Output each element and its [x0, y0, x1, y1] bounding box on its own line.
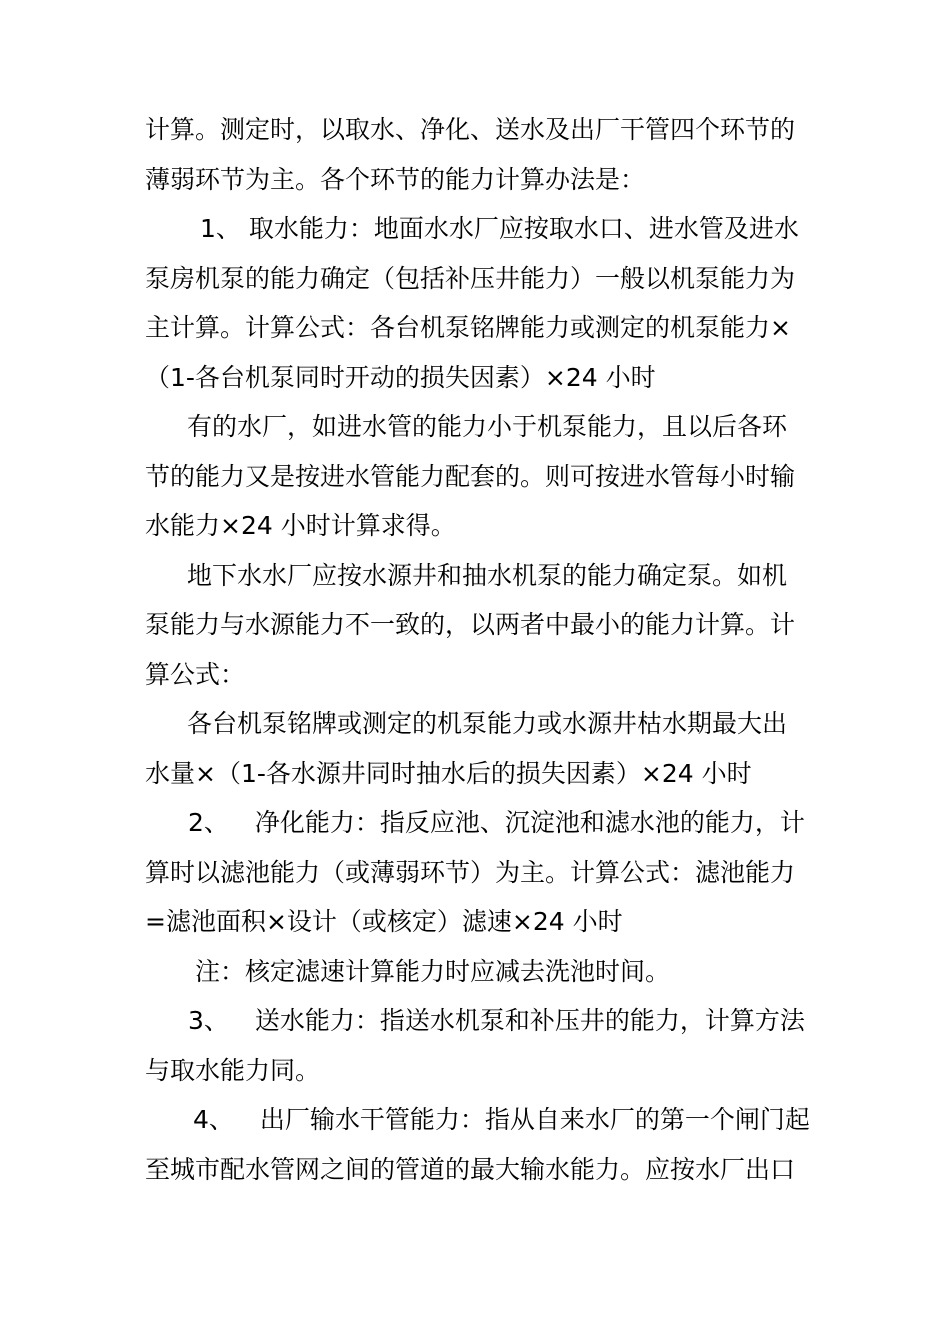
text-line: 算公式：	[145, 660, 246, 689]
text-line: 计算。测定时，以取水、净化、送水及出厂干管四个环节的	[145, 115, 796, 144]
text-line: 与取水能力同。	[145, 1056, 321, 1085]
formula-line: 各台机泵铭牌或测定的机泵能力或水源井枯水期最大出	[187, 709, 788, 738]
text-line: 节的能力又是按进水管能力配套的。则可按进水管每小时输	[145, 462, 796, 491]
text-line: 薄弱环节为主。各个环节的能力计算办法是：	[145, 165, 646, 194]
item-text: 净化能力：指反应池、沉淀池和滤水池的能力，计	[254, 808, 805, 837]
list-item-outlet-main-pipe	[193, 1103, 863, 1137]
text-line: 至城市配水管网之间的管道的最大输水能力。应按水厂出口	[145, 1155, 796, 1184]
text-line: 泵能力与水源能力不一致的，以两者中最小的能力计算。计	[145, 610, 796, 639]
item-number: 3、	[188, 1006, 229, 1035]
item-text: 送水能力：指送水机泵和补压井的能力，计算方法	[254, 1006, 805, 1035]
list-item-water-delivery	[188, 1004, 858, 1038]
text-line: 泵房机泵的能力确定（包括补压井能力）一般以机泵能力为	[145, 264, 796, 293]
formula-line: =滤池面积×设计（或核定）滤速×24 小时	[145, 907, 623, 936]
list-item-purification	[188, 806, 858, 840]
item-number: 4、	[193, 1105, 234, 1134]
list-item-water-intake: 1、 取水能力：地面水水厂应按取水口、进水管及进水	[200, 214, 799, 243]
text-line: 水能力×24 小时计算求得。	[145, 511, 456, 540]
formula-line: （1-各台机泵同时开动的损失因素）×24 小时	[145, 363, 656, 392]
paragraph-start: 有的水厂，如进水管的能力小于机泵能力，且以后各环	[187, 412, 788, 441]
text-line: 算时以滤池能力（或薄弱环节）为主。计算公式：滤池能力	[145, 858, 796, 887]
formula-line: 水量×（1-各水源井同时抽水后的损失因素）×24 小时	[145, 759, 752, 788]
text-line: 主计算。计算公式：各台机泵铭牌能力或测定的机泵能力×	[145, 313, 791, 342]
note-line: 注：核定滤速计算能力时应减去洗池时间。	[195, 957, 671, 986]
item-text: 出厂输水干管能力：指从自来水厂的第一个闸门起	[259, 1105, 810, 1134]
paragraph-start: 地下水水厂应按水源井和抽水机泵的能力确定泵。如机	[187, 561, 788, 590]
item-number: 2、	[188, 808, 229, 837]
